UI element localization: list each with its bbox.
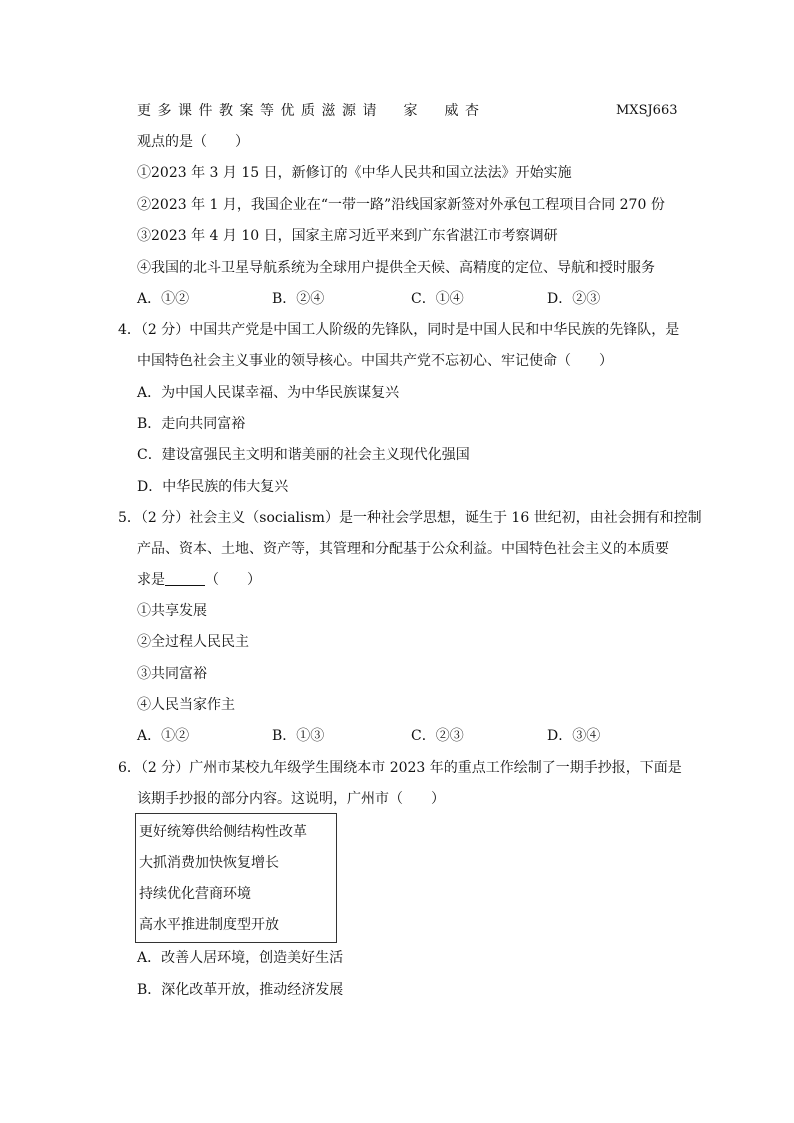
header-code: MXSJ663 bbox=[616, 103, 678, 118]
header-watermark-text: 更多课件教案等优质滋源请 家 威杏 bbox=[137, 103, 486, 119]
q3-option-b[interactable]: B．②④ bbox=[272, 291, 325, 307]
q4-option-d[interactable]: D．中华民族的伟大复兴 bbox=[137, 479, 289, 495]
q5-item-2: ②全过程人民民主 bbox=[137, 634, 249, 650]
q4-option-a[interactable]: A．为中国人民谋幸福、为中华民族谋复兴 bbox=[137, 385, 400, 401]
q4-option-c[interactable]: C．建设富强民主文明和谐美丽的社会主义现代化强国 bbox=[137, 447, 470, 463]
q3-item-1: ①2023 年 3 月 15 日，新修订的《中华人民共和国立法法》开始实施 bbox=[137, 165, 572, 181]
q4-stem-line-2: 中国特色社会主义事业的领导核心。中国共产党不忘初心、牢记使命（ ） bbox=[137, 353, 613, 369]
q3-option-d[interactable]: D．②③ bbox=[547, 291, 601, 307]
q5-option-c[interactable]: C．②③ bbox=[411, 728, 464, 744]
q3-item-2: ②2023 年 1 月，我国企业在“一带一路”沿线国家新签对外承包工程项目合同 270 份 bbox=[137, 197, 665, 213]
q5-stem-suffix: （ ） bbox=[205, 572, 261, 588]
q6-box-line-2: 大抓消费加快恢复增长 bbox=[139, 855, 279, 871]
q5-stem-line-2: 产品、资本、土地、资产等，其管理和分配基于公众利益。中国特色社会主义的本质要 bbox=[137, 541, 669, 557]
q3-option-a[interactable]: A．①② bbox=[137, 291, 190, 307]
q5-option-a[interactable]: A．①② bbox=[137, 728, 190, 744]
q6-option-a[interactable]: A．改善人居环境，创造美好生活 bbox=[137, 950, 344, 966]
q6-box-line-3: 持续优化营商环境 bbox=[139, 886, 251, 902]
q6-option-b[interactable]: B．深化改革开放，推动经济发展 bbox=[137, 982, 344, 998]
q5-stem-line-3 bbox=[137, 570, 261, 590]
q5-stem-line-1: 5．（2 分）社会主义（socialism）是一种社会学思想，诞生于 16 世纪初，由社会拥有和控制 bbox=[118, 510, 702, 526]
q6-stem-line-2: 该期手抄报的部分内容。这说明，广州市（ ） bbox=[137, 791, 445, 807]
q5-item-4: ④人民当家作主 bbox=[137, 697, 235, 713]
q6-newspaper-box bbox=[135, 813, 337, 943]
q6-box-line-4: 高水平推进制度型开放 bbox=[139, 917, 279, 933]
q5-item-1: ①共享发展 bbox=[137, 603, 207, 619]
q5-stem-prefix: 求是 bbox=[137, 572, 165, 588]
q4-option-b[interactable]: B．走向共同富裕 bbox=[137, 416, 246, 432]
q6-box-line-1: 更好统筹供给侧结构性改革 bbox=[139, 824, 307, 840]
q5-option-d[interactable]: D．③④ bbox=[547, 728, 601, 744]
q5-item-3: ③共同富裕 bbox=[137, 666, 207, 682]
q6-stem-line-1: 6．（2 分）广州市某校九年级学生围绕本市 2023 年的重点工作绘制了一期手抄报，下面是 bbox=[118, 760, 682, 776]
q3-stem-tail: 观点的是（ ） bbox=[137, 134, 249, 150]
q5-option-b[interactable]: B．①③ bbox=[272, 728, 325, 744]
q3-item-3: ③2023 年 4 月 10 日，国家主席习近平来到广东省湛江市考察调研 bbox=[137, 228, 558, 244]
q3-option-c[interactable]: C．①④ bbox=[411, 291, 464, 307]
q4-stem-line-1: 4．（2 分）中国共产党是中国工人阶级的先锋队，同时是中国人民和中华民族的先锋队，是 bbox=[118, 322, 680, 338]
q3-item-4: ④我国的北斗卫星导航系统为全球用户提供全天候、高精度的定位、导航和授时服务 bbox=[137, 260, 655, 276]
q5-answer-blank[interactable] bbox=[165, 571, 205, 586]
